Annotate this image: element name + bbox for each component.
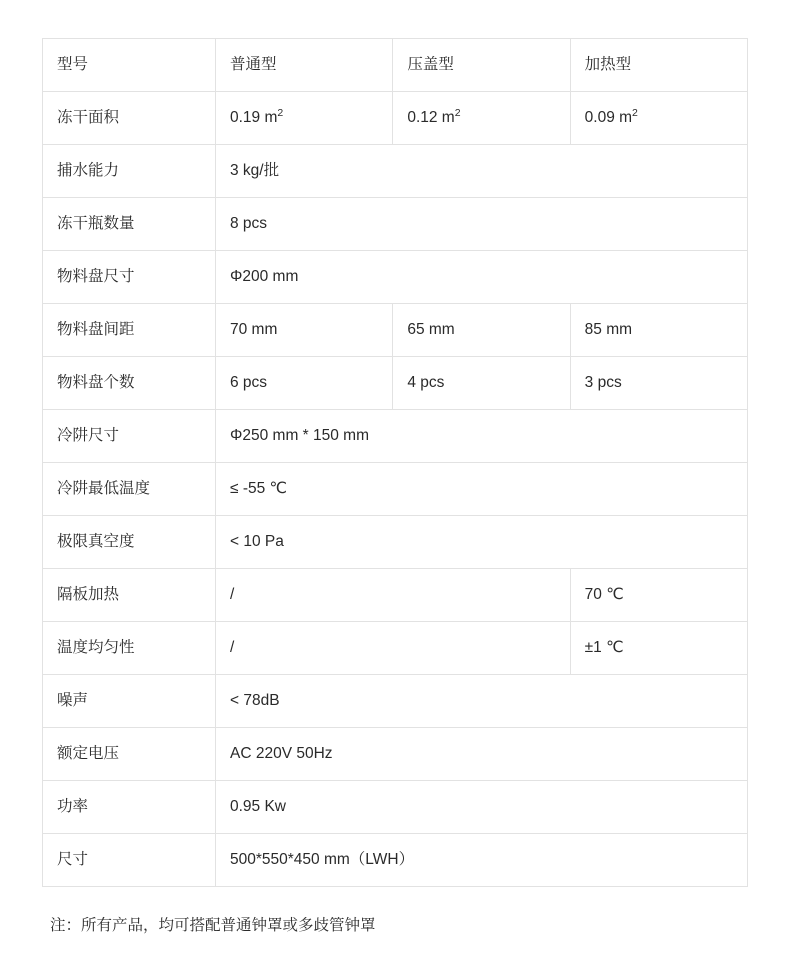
cell-value: 4 pcs [407, 373, 445, 391]
row-cell [216, 781, 748, 834]
cell-value: 8 pcs [230, 214, 268, 232]
cell-value: < 10 Pa [230, 532, 284, 550]
cell-value: Φ250 mm * 150 mm [230, 426, 369, 444]
row-label: 型号 [43, 39, 216, 92]
row-cell [216, 516, 748, 569]
table-row [43, 622, 748, 675]
cell-value: 85 mm [584, 320, 633, 338]
cell-value: < 78dB [230, 691, 280, 709]
cell-value: / [230, 585, 235, 603]
cell-value: 0.19 m [230, 108, 278, 126]
table-row [43, 675, 748, 728]
spec-table-body [43, 39, 748, 887]
cell-superscript: 2 [632, 106, 638, 119]
table-row [43, 198, 748, 251]
table-row [43, 728, 748, 781]
row-label: 物料盘个数 [43, 357, 216, 410]
row-cell [393, 304, 570, 357]
row-label: 温度均匀性 [43, 622, 216, 675]
row-cell [216, 92, 393, 145]
cell-value: 500*550*450 mm（LWH） [230, 850, 415, 868]
row-cell [216, 834, 748, 887]
row-label: 尺寸 [43, 834, 216, 887]
row-cell [216, 410, 748, 463]
table-row [43, 92, 748, 145]
row-cell [216, 251, 748, 304]
row-cell [570, 569, 747, 622]
row-label: 额定电压 [43, 728, 216, 781]
table-row [43, 145, 748, 198]
row-label: 冷阱最低温度 [43, 463, 216, 516]
cell-value: 普通型 [230, 55, 277, 73]
cell-value: 70 ℃ [584, 585, 624, 603]
row-label: 物料盘尺寸 [43, 251, 216, 304]
row-label: 捕水能力 [43, 145, 216, 198]
table-row [43, 39, 748, 92]
cell-value: 压盖型 [407, 55, 454, 73]
row-cell [216, 569, 571, 622]
cell-value: 65 mm [407, 320, 455, 338]
table-row [43, 357, 748, 410]
table-row [43, 834, 748, 887]
row-cell [216, 357, 393, 410]
row-label: 功率 [43, 781, 216, 834]
table-row [43, 569, 748, 622]
row-cell [570, 39, 747, 92]
table-note: 注：所有产品，均可搭配普通钟罩或多歧管钟罩 [50, 917, 376, 934]
cell-value: ≤ -55 ℃ [230, 479, 287, 497]
row-label: 冷阱尺寸 [43, 410, 216, 463]
row-cell [393, 39, 570, 92]
table-row [43, 516, 748, 569]
row-cell [570, 304, 747, 357]
cell-value: Φ200 mm [230, 267, 299, 285]
row-label: 冻干面积 [43, 92, 216, 145]
cell-value: 3 kg/批 [230, 161, 280, 179]
row-label: 极限真空度 [43, 516, 216, 569]
row-cell [216, 675, 748, 728]
table-row [43, 410, 748, 463]
row-cell [216, 145, 748, 198]
row-cell [216, 39, 393, 92]
table-row [43, 251, 748, 304]
cell-value: 0.12 m [407, 108, 455, 126]
table-row [43, 781, 748, 834]
specification-table [42, 38, 748, 887]
row-label: 隔板加热 [43, 569, 216, 622]
cell-superscript: 2 [454, 106, 461, 119]
cell-value: 3 pcs [584, 373, 622, 391]
row-cell [216, 304, 393, 357]
row-label: 物料盘间距 [43, 304, 216, 357]
row-cell [216, 622, 571, 675]
row-label: 噪声 [43, 675, 216, 728]
row-cell [216, 463, 748, 516]
row-cell [570, 92, 747, 145]
row-cell [570, 357, 747, 410]
cell-value: 70 mm [230, 320, 278, 338]
cell-value: AC 220V 50Hz [230, 744, 333, 762]
cell-value: 6 pcs [230, 373, 268, 391]
cell-superscript: 2 [277, 106, 284, 119]
cell-value: 加热型 [584, 55, 632, 73]
row-label: 冻干瓶数量 [43, 198, 216, 251]
row-cell [393, 92, 570, 145]
row-cell [570, 622, 747, 675]
row-cell [216, 198, 748, 251]
table-row [43, 463, 748, 516]
cell-value: 0.09 m [584, 108, 633, 126]
row-cell [216, 728, 748, 781]
cell-value: / [230, 638, 235, 656]
cell-value: 0.95 Kw [230, 797, 287, 815]
table-row [43, 304, 748, 357]
row-cell [393, 357, 570, 410]
cell-value: ±1 ℃ [584, 638, 624, 656]
